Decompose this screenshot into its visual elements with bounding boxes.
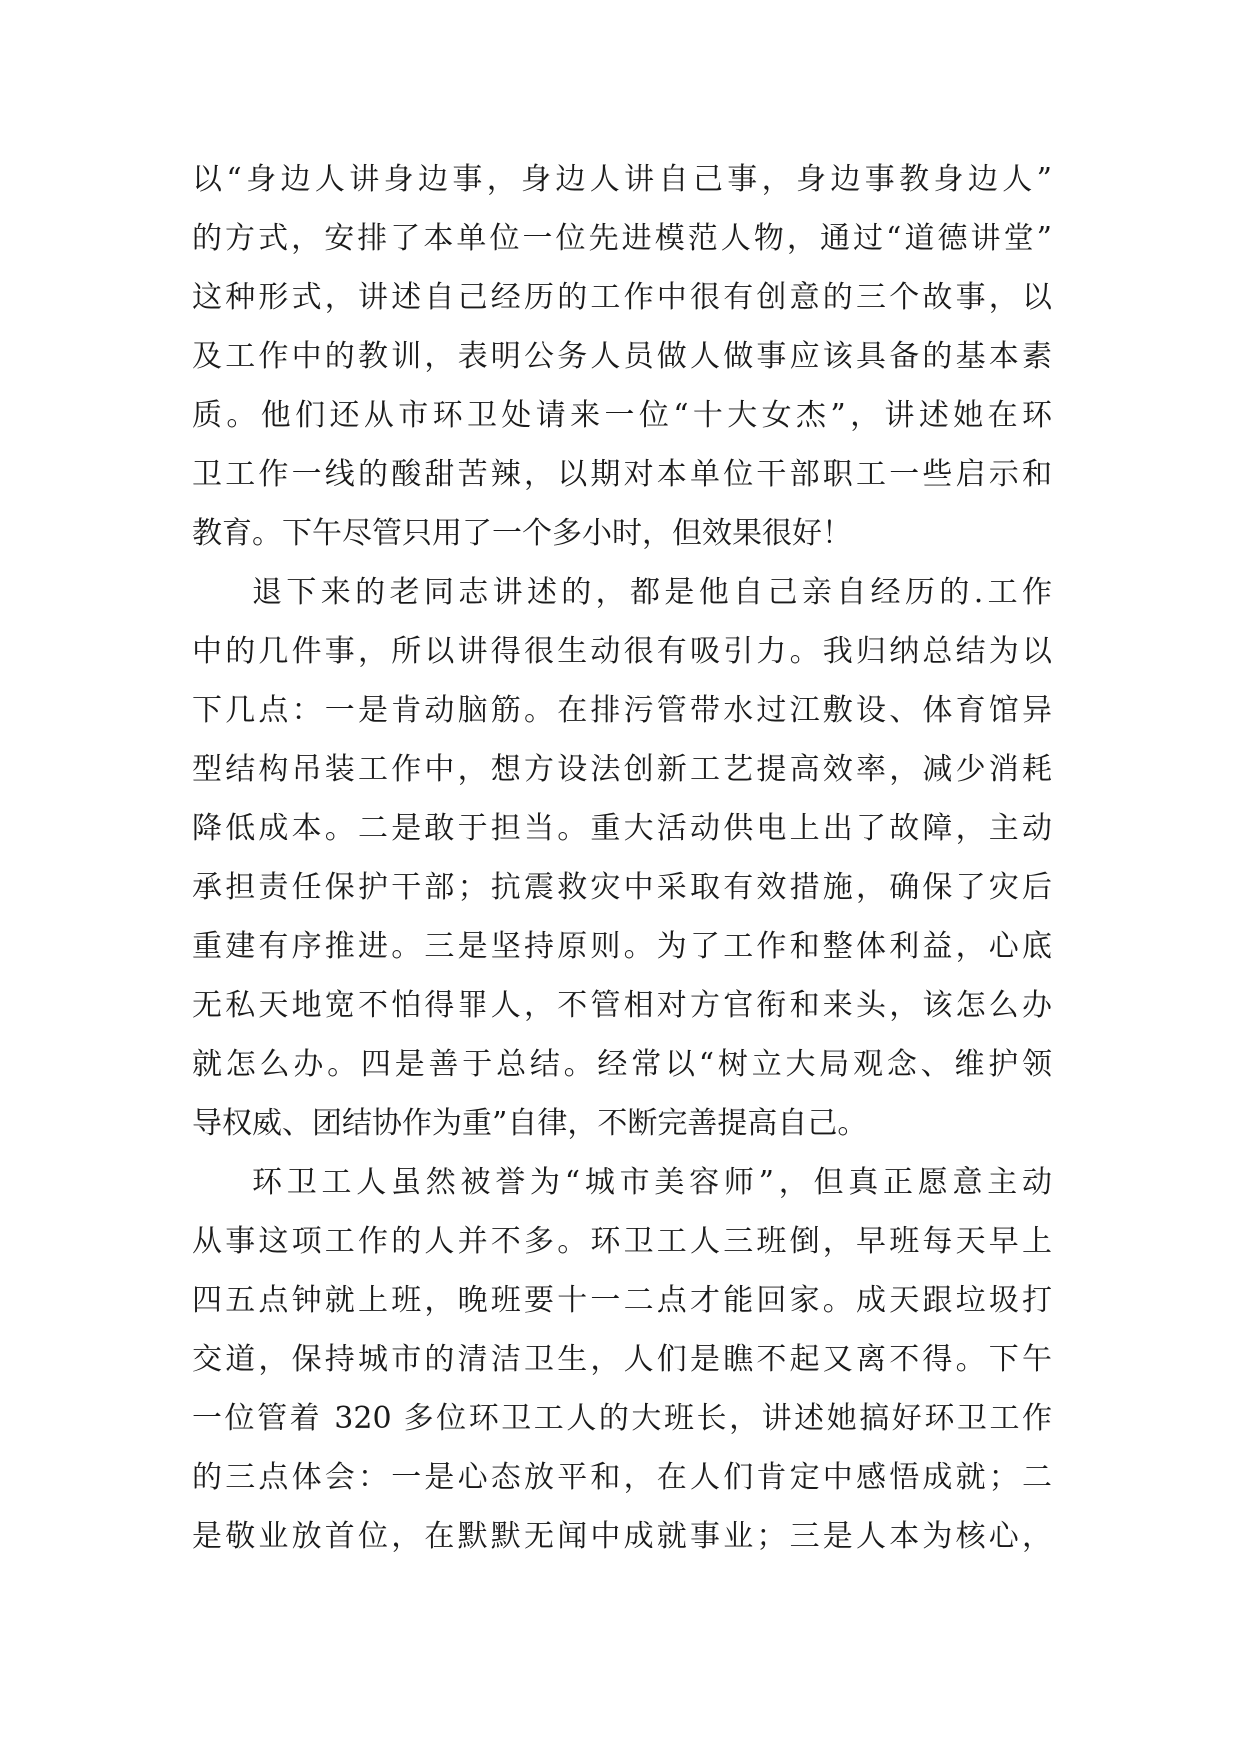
text-line: 型结构吊装工作中，想方设法创新工艺提高效率，减少消耗 <box>192 752 1052 787</box>
text-line: 一位管着 320 多位环卫工人的大班长，讲述她搞好环卫工作 <box>192 1401 1052 1436</box>
text-line: 降低成本。二是敢于担当。重大活动供电上出了故障，主动 <box>192 811 1052 846</box>
text-line: 环卫工人虽然被誉为“城市美容师”，但真正愿意主动 <box>252 1165 1052 1200</box>
text-line: 承担责任保护干部；抗震救灾中采取有效措施，确保了灾后 <box>192 870 1052 905</box>
paragraph-2 <box>192 563 1052 1153</box>
paragraph-1 <box>192 150 1052 563</box>
text-line: 无私天地宽不怕得罪人，不管相对方官衔和来头，该怎么办 <box>192 988 1052 1023</box>
text-line: 及工作中的教训，表明公务人员做人做事应该具备的基本素 <box>192 339 1052 374</box>
text-line: 的方式，安排了本单位一位先进模范人物，通过“道德讲堂” <box>192 221 1052 256</box>
text-line: 是敬业放首位，在默默无闻中成就事业；三是人本为核心， <box>192 1519 1052 1554</box>
text-line: 导权威、团结协作为重”自律，不断完善提高自己。 <box>192 1106 868 1141</box>
text-line: 交道，保持城市的清洁卫生，人们是瞧不起又离不得。下午 <box>192 1342 1052 1377</box>
text-line: 以“身边人讲身边事，身边人讲自己事，身边事教身边人” <box>192 162 1052 197</box>
text-line: 四五点钟就上班，晚班要十一二点才能回家。成天跟垃圾打 <box>192 1283 1052 1318</box>
document-body <box>192 150 1052 1566</box>
text-line: 就怎么办。四是善于总结。经常以“树立大局观念、维护领 <box>192 1047 1052 1082</box>
text-line: 质。他们还从市环卫处请来一位“十大女杰”，讲述她在环 <box>192 398 1052 433</box>
text-line: 的三点体会：一是心态放平和，在人们肯定中感悟成就；二 <box>192 1460 1052 1495</box>
text-line: 下几点：一是肯动脑筋。在排污管带水过江敷设、体育馆异 <box>192 693 1052 728</box>
paragraph-3 <box>192 1153 1052 1566</box>
text-line: 教育。下午尽管只用了一个多小时，但效果很好！ <box>192 516 852 551</box>
text-line: 中的几件事，所以讲得很生动很有吸引力。我归纳总结为以 <box>192 634 1052 669</box>
text-line: 退下来的老同志讲述的，都是他自己亲自经历的.工作 <box>252 575 1052 610</box>
text-line: 从事这项工作的人并不多。环卫工人三班倒，早班每天早上 <box>192 1224 1052 1259</box>
text-line: 重建有序推进。三是坚持原则。为了工作和整体利益，心底 <box>192 929 1052 964</box>
text-line: 这种形式，讲述自己经历的工作中很有创意的三个故事，以 <box>192 280 1052 315</box>
text-line: 卫工作一线的酸甜苦辣，以期对本单位干部职工一些启示和 <box>192 457 1052 492</box>
